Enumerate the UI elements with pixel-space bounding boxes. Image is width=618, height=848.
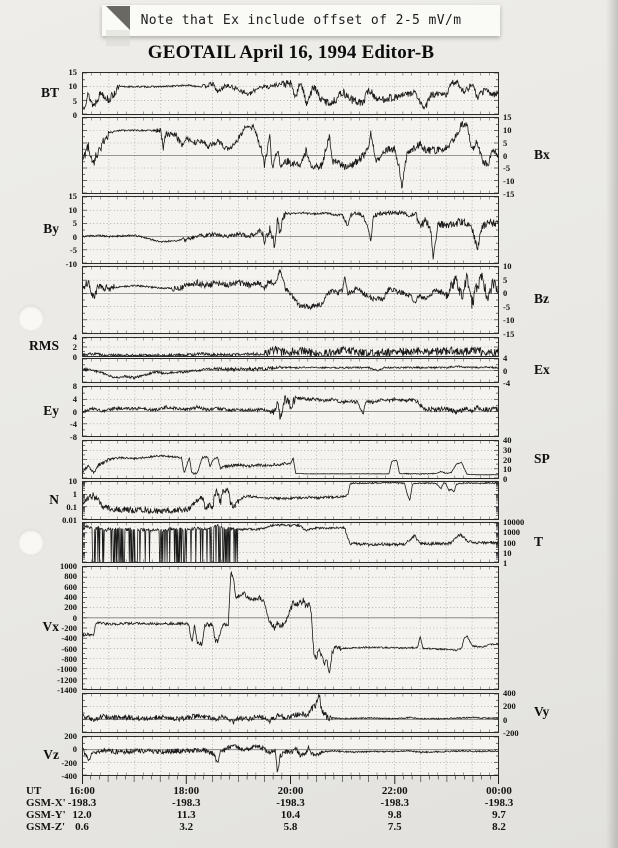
- panel-RMS: [82, 337, 499, 357]
- panel-SP: [82, 440, 499, 479]
- panel-Vy-curve: [83, 694, 498, 724]
- ytick-Bz--15: -15: [503, 329, 515, 339]
- ytick-SP-0: 0: [503, 474, 508, 484]
- panel-Vz: [82, 736, 499, 776]
- ytick-Vz-200: 200: [64, 731, 77, 741]
- ytick-SP-30: 30: [503, 444, 512, 455]
- ytick-Bx-0: 0: [503, 150, 508, 161]
- ytick-Ex--4: -4: [503, 378, 511, 388]
- ytick-Vx-800: 800: [64, 571, 77, 582]
- time-axis-GSM-Y'-value-4: 9.7: [492, 809, 506, 821]
- chart-title: GEOTAIL April 16, 1994 Editor-B: [147, 42, 435, 63]
- ytick-Ey--8: -8: [69, 432, 77, 442]
- panel-Vy-plot: [83, 694, 498, 732]
- ytick-Vx--1000: -1000: [57, 664, 77, 675]
- ytick-Vx--1200: -1200: [57, 674, 77, 685]
- panel-Bx-plot: [83, 118, 498, 193]
- panel-T-plot: [83, 523, 498, 562]
- panel-Vz-plot: [83, 737, 498, 775]
- ytick-Vy--200: -200: [503, 728, 519, 738]
- ytick-Vz-0: 0: [72, 744, 77, 755]
- ytick-By-5: 5: [72, 218, 77, 229]
- ytick-Vx-0: 0: [72, 612, 77, 623]
- panel-RMS-plot: [83, 338, 498, 356]
- time-axis-GSM-Z'-value-4: 8.2: [492, 821, 506, 833]
- ytick-Bx--10: -10: [503, 176, 515, 187]
- time-axis-GSM-X'-value-3: -198.3: [380, 797, 409, 809]
- ytick-Vz--400: -400: [61, 771, 77, 781]
- ytick-T-10: 10: [503, 547, 512, 558]
- panel-label-RMS: RMS: [29, 338, 59, 353]
- ytick-SP-40: 40: [503, 435, 512, 445]
- panel-label-BT: BT: [40, 84, 59, 100]
- time-axis-GSM-Y'-value-2: 10.4: [280, 809, 301, 821]
- ytick-N-1: 1: [72, 489, 77, 499]
- panel-BT-curve: [83, 80, 498, 109]
- panel-label-N: N: [49, 491, 59, 507]
- ytick-Ex-0: 0: [503, 365, 508, 376]
- panel-label-Ey: Ey: [43, 402, 59, 418]
- time-axis-GSM-Z'-value-2: 5.8: [283, 821, 298, 833]
- ytick-Vx--1400: -1400: [57, 685, 77, 695]
- panel-Ey-curve: [83, 395, 498, 419]
- time-axis-UT-value-0: 16:00: [69, 785, 95, 797]
- ytick-By-15: 15: [68, 191, 77, 201]
- ytick-Bz-5: 5: [503, 274, 508, 285]
- ytick-Bz--5: -5: [503, 301, 511, 312]
- ytick-N-0.1: 0.1: [66, 502, 77, 512]
- panel-label-Bz: Bz: [534, 291, 549, 306]
- panel-label-Ex: Ex: [534, 361, 550, 377]
- time-axis-GSM-Y'-value-0: 12.0: [72, 809, 92, 821]
- panel-T: [82, 522, 499, 563]
- ytick-SP-20: 20: [503, 454, 512, 465]
- time-axis-GSM-X'-value-4: -198.3: [484, 797, 514, 809]
- ytick-Ey-0: 0: [72, 406, 77, 417]
- ytick-BT-15: 15: [68, 67, 77, 77]
- ytick-Vy-200: 200: [503, 701, 516, 712]
- time-axis-GSM-X'-value-0: -198.3: [67, 797, 97, 809]
- ytick-Vy-400: 400: [503, 688, 516, 698]
- panel-Bz-curve: [83, 270, 498, 310]
- panel-RMS-curve: [83, 346, 498, 356]
- panel-Bz-plot: [83, 267, 498, 333]
- time-axis-UT-value-1: 18:00: [173, 785, 200, 797]
- ytick-Bz-0: 0: [503, 288, 508, 299]
- time-axis-ticks: [82, 776, 499, 785]
- ytick-Bx-5: 5: [503, 137, 508, 148]
- ytick-Bx--15: -15: [503, 189, 515, 199]
- panel-Ey: [82, 386, 499, 437]
- ytick-T-100: 100: [503, 537, 516, 548]
- time-axis-GSM-Y'-value-1: 11.3: [176, 809, 196, 821]
- hole-punch-top: [18, 305, 44, 331]
- scan-edge-shadow: [606, 0, 618, 848]
- time-axis-GSM-Y'-value-3: 9.8: [387, 809, 402, 821]
- panel-label-SP: SP: [534, 450, 550, 466]
- ytick-T-1000: 1000: [503, 527, 520, 538]
- ytick-Ey-8: 8: [72, 381, 77, 391]
- time-axis-row-label-GSM-X': GSM-X': [26, 797, 66, 809]
- ytick-BT-5: 5: [72, 95, 77, 106]
- ytick-Bx-10: 10: [503, 124, 512, 135]
- ytick-Vx-600: 600: [64, 581, 77, 592]
- panel-By-plot: [83, 197, 498, 263]
- time-axis-UT-value-2: 20:00: [277, 785, 304, 797]
- ytick-T-10000: 10000: [503, 517, 525, 527]
- ytick-Ey--4: -4: [69, 419, 77, 430]
- time-axis-UT-value-4: 00:00: [486, 785, 512, 797]
- panel-label-Bx: Bx: [534, 146, 550, 162]
- time-axis-GSM-Z'-value-0: 0.6: [75, 821, 89, 833]
- ytick-N-10: 10: [68, 476, 77, 486]
- ytick-SP-10: 10: [503, 464, 512, 475]
- panel-Bz: [82, 266, 499, 334]
- time-axis-GSM-X'-value-2: -198.3: [276, 797, 305, 809]
- ytick-RMS-4: 4: [72, 332, 77, 342]
- panel-label-By: By: [43, 221, 59, 236]
- panel-Ey-plot: [83, 387, 498, 436]
- time-axis-row-label-GSM-Z': GSM-Z': [26, 821, 66, 833]
- panel-Bx: [82, 117, 499, 194]
- ytick-BT-0: 0: [72, 110, 77, 120]
- time-axis-UT-value-3: 22:00: [381, 785, 408, 797]
- ytick-By-10: 10: [68, 204, 77, 215]
- ytick-Vx--400: -400: [61, 633, 77, 644]
- ytick-Bx--5: -5: [503, 163, 511, 174]
- ytick-Vz--200: -200: [61, 757, 77, 768]
- panel-BT: [82, 72, 499, 115]
- ytick-RMS-2: 2: [72, 342, 77, 352]
- panel-By: [82, 196, 499, 264]
- ytick-BT-10: 10: [68, 81, 77, 92]
- ytick-Vx-400: 400: [64, 592, 77, 602]
- panel-N-plot: [83, 482, 498, 519]
- panel-Vx-plot: [83, 567, 498, 689]
- panel-SP-plot: [83, 441, 498, 478]
- panel-Vy: [82, 693, 499, 733]
- ytick-By--5: -5: [69, 245, 77, 256]
- hole-punch-bottom: [18, 529, 44, 555]
- ytick-Ey-4: 4: [72, 393, 77, 404]
- ytick-Bz--10: -10: [503, 315, 515, 326]
- ytick-N-0.01: 0.01: [62, 515, 77, 525]
- ytick-By--10: -10: [65, 259, 77, 269]
- time-axis-row-label-GSM-Y': GSM-Y': [26, 809, 66, 821]
- panel-Ex-plot: [83, 359, 498, 382]
- note-text: Note that Ex include offset of 2-5 mV/m: [140, 13, 462, 28]
- ytick-Vx-200: 200: [64, 602, 77, 613]
- panel-Bx-curve: [83, 121, 498, 188]
- ytick-Vx--800: -800: [61, 654, 77, 664]
- panel-Vx: [82, 566, 499, 690]
- panel-label-T: T: [534, 533, 544, 549]
- ytick-Vx-1000: 1000: [60, 561, 77, 571]
- ytick-RMS-0: 0: [72, 352, 77, 362]
- time-axis-row-label-UT: UT: [26, 785, 42, 797]
- panel-label-Vy: Vy: [534, 704, 550, 719]
- panel-N-curve: [83, 482, 498, 514]
- time-axis-GSM-Z'-value-1: 3.2: [179, 821, 194, 833]
- ytick-Bz-10: 10: [503, 261, 512, 271]
- ytick-Vx--200: -200: [61, 623, 77, 633]
- time-axis-GSM-X'-value-1: -198.3: [172, 797, 201, 809]
- ytick-By-0: 0: [72, 231, 77, 242]
- ytick-Vy-0: 0: [503, 714, 508, 725]
- panel-label-Vz: Vz: [43, 747, 59, 762]
- ytick-Vx--600: -600: [61, 643, 77, 654]
- ytick-T-1: 1: [503, 558, 508, 568]
- panel-N: [82, 481, 499, 520]
- time-axis-GSM-Z'-value-3: 7.5: [387, 821, 402, 833]
- panel-BT-plot: [83, 73, 498, 114]
- panel-label-Vx: Vx: [42, 619, 59, 634]
- ytick-Bx-15: 15: [503, 112, 512, 122]
- panel-Ex: [82, 358, 499, 383]
- ytick-Ex-4: 4: [503, 353, 508, 363]
